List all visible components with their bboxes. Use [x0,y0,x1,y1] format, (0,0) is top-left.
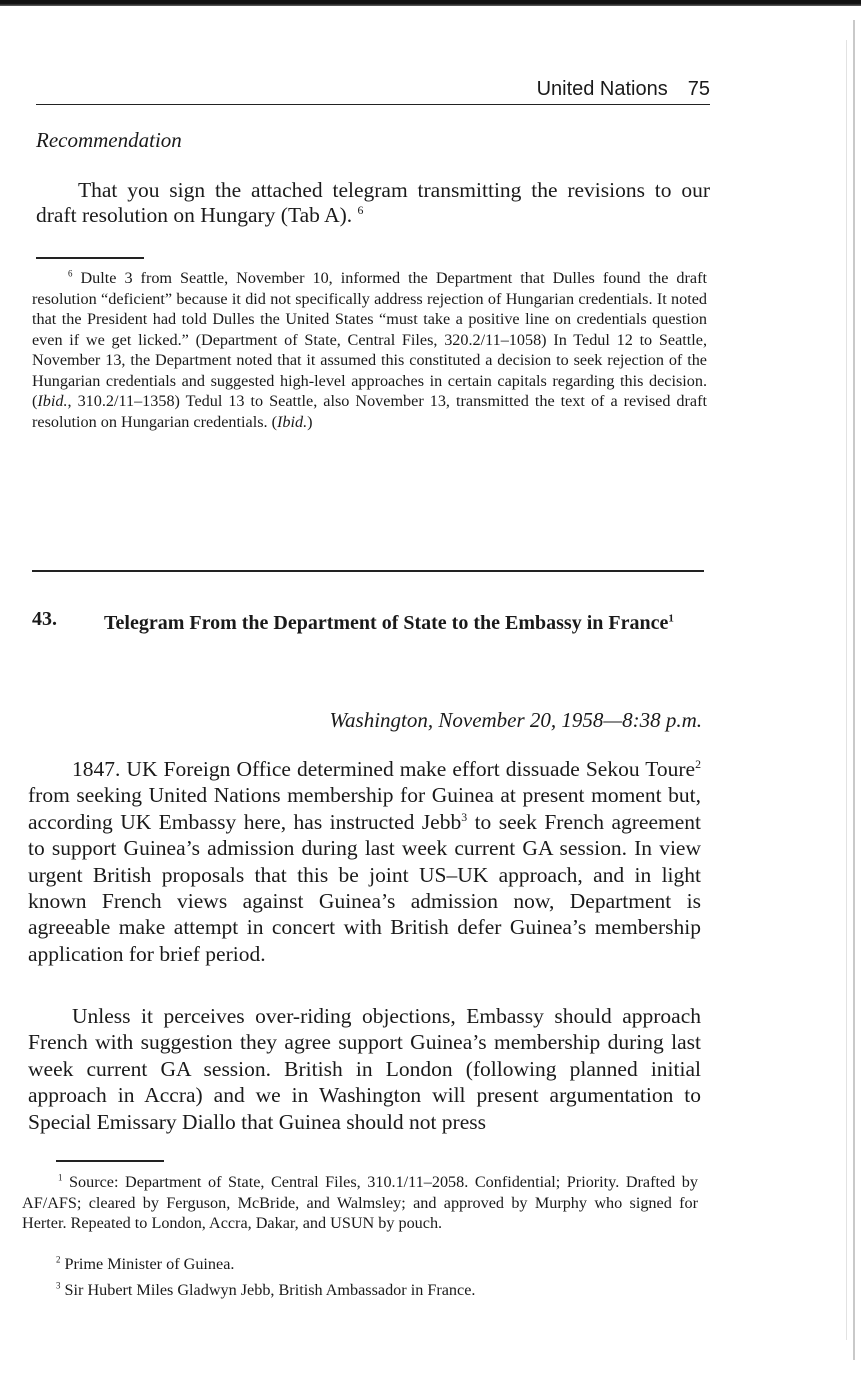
recommendation-text [36,178,710,228]
footnote-marker: 6 [68,268,73,279]
footnote-rule [36,257,144,259]
ibid-citation: Ibid. [277,412,308,431]
footnote-marker: 2 [56,1254,61,1265]
footnote-6-part2: , 310.2/11–1358) Tedul 13 to Seattle, also November 13, transmitted the text of a revised draft resolution on Hungarian credentials. ( [32,392,707,431]
footnote-1-text: Source: Department of State, Central Files, 310.1/11–2058. Confidential; Priority. Drafted by AF/AFS; cleared by Ferguson, McBride, and Walmsley; and approved by Murphy who signed for Herter. Repeated to London, Accra, Dakar, and USUN by pouch. [22,1173,698,1232]
ibid-citation: Ibid. [37,392,68,410]
document-number: 43. [32,608,57,630]
footnote-ref-1[interactable]: 1 [668,612,674,625]
dateline: Washington, November 20, 1958—8:38 p.m. [329,708,702,732]
footnote-6-part3: ) [307,412,313,431]
footnote-3-text: Sir Hubert Miles Gladwyn Jebb, British Ambassador in France. [60,1281,476,1299]
running-head-title: United Nations [536,78,668,100]
paragraph-1-b: from seeking United Nations membership for Guinea at present moment but, according UK Embassy here, has instructed Jebb [28,783,701,834]
document-title-text: Telegram From the Department of State to the Embassy in France [104,612,669,634]
footnote-2 [56,1254,696,1275]
document-title [104,611,704,636]
scan-edge-top [0,0,861,6]
footnote-2-text: Prime Minister of Guinea. [60,1255,235,1273]
footnote-marker: 3 [56,1280,61,1291]
section-divider [32,570,704,572]
paragraph-1-a: 1847. UK Foreign Office determined make effort dissuade Sekou Toure [72,757,696,781]
recommendation-heading: Recommendation [36,128,182,152]
footnote-marker: 1 [58,1172,63,1183]
running-head [36,76,710,105]
footnote-ref-3[interactable]: 3 [461,809,468,824]
footnote-rule [56,1160,164,1162]
recommendation-body: That you sign the attached telegram transmitting the revisions to our draft resolution on Hungary (Tab A). [36,178,710,227]
scan-edge-right [853,20,855,1360]
footnote-1 [22,1172,698,1234]
paragraph-1-c: to seek French agreement to support Guinea’s admission during last week current GA session. In view urgent British proposals that this be joint US–UK approach, and in light known French views against Guinea’s admission now, Department is agreeable make attempt in concert with British defer Guinea’s membership application for brief period. [28,809,702,966]
page-number: 75 [687,78,710,100]
paragraph-2: Unless it perceives over-riding objections, Embassy should approach French with suggestion they agree support Guinea’s membership during last week current GA session. British in London (following planned initial approach in Accra) and we in Washington will present argumentation to Special Emissary Diallo that Guinea should not press [28,1004,701,1134]
scan-edge-right-inner [846,40,847,1340]
footnote-6-part1: Dulte 3 from Seattle, November 10, informed the Department that Dulles found the draft resolution “deficient” because it did not specifically address rejection of Hungarian credentials. It noted that the President had told Dulles the United States “must take a positive line on credentials question even if we get licked.” (Department of State, Central Files, 320.2/11–1058) In Tedul 12 to Seattle, November 13, the Department noted that it assumed this constituted a decision to seek rejection of the Hungarian credentials and suggested high-level approaches in certain capitals regarding this decision. ( [32,269,707,410]
footnote-ref-2[interactable]: 2 [695,756,701,771]
footnote-3 [56,1280,696,1301]
paragraph-1 [28,756,701,967]
footnote-ref-6[interactable]: 6 [357,202,364,217]
footnote-6 [32,268,707,432]
